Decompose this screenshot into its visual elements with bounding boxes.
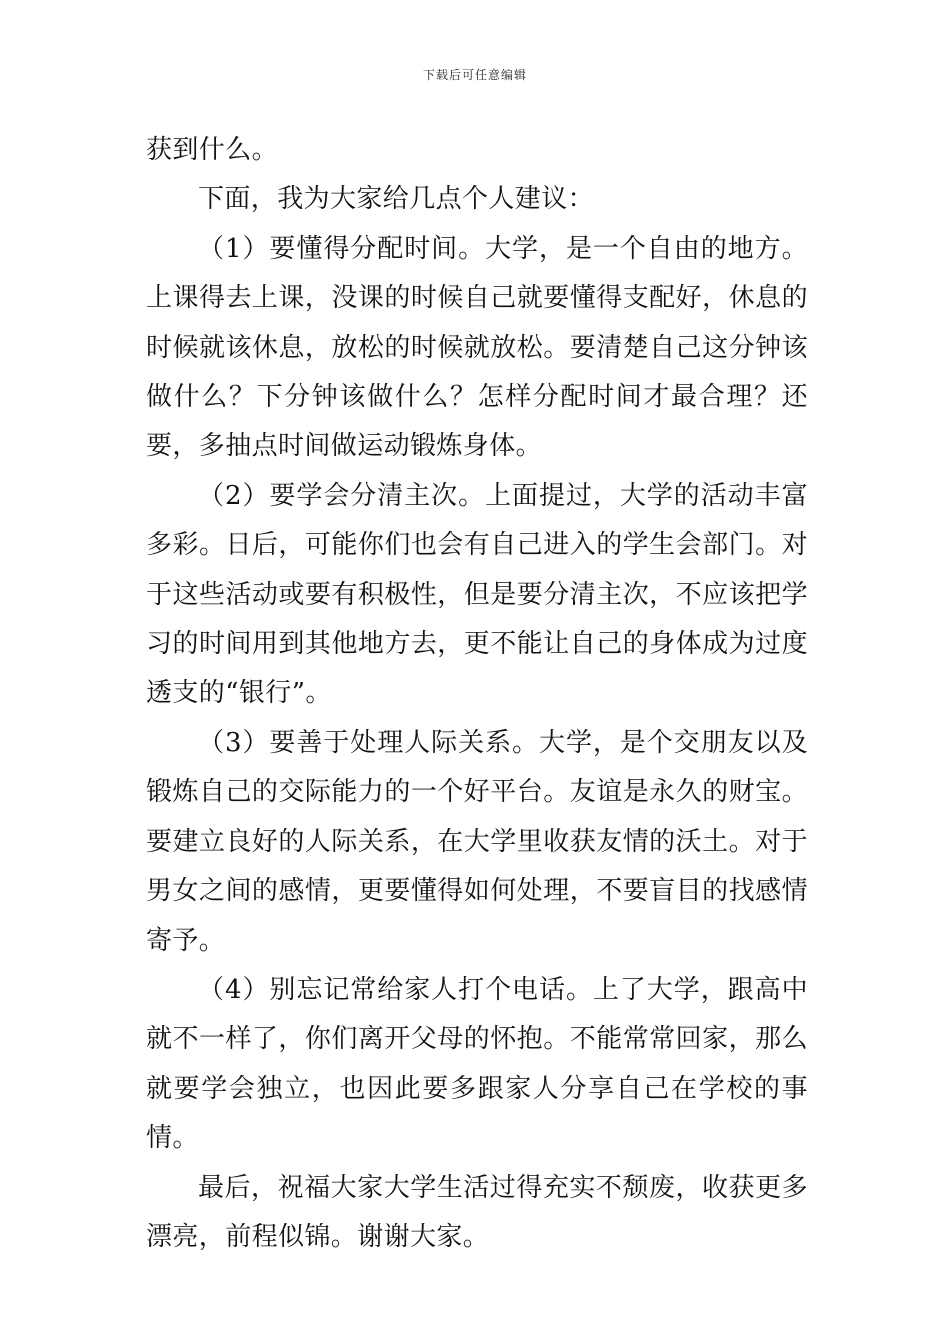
paragraph-suggestion-1: （1）要懂得分配时间。大学，是一个自由的地方。上课得去上课，没课的时候自己就要懂得支配好，休息的时候就该休息，放松的时候就放松。要清楚自己这分钟该做什么？下分钟该做什么？怎样分配时间才最合理？还要，多抽点时间做运动锻炼身体。 bbox=[146, 233, 808, 462]
document-body bbox=[146, 126, 808, 1262]
paragraph-suggestion-4: （4）别忘记常给家人打个电话。上了大学，跟高中就不一样了，你们离开父母的怀抱。不能常常回家，那么就要学会独立，也因此要多跟家人分享自己在学校的事情。 bbox=[146, 974, 808, 1154]
paragraph-suggestion-2: （2）要学会分清主次。上面提过，大学的活动丰富多彩。日后，可能你们也会有自己进入的学生会部门。对于这些活动或要有积极性，但是要分清主次，不应该把学习的时间用到其他地方去，更不能让自己的身体成为过度透支的“银行”。 bbox=[146, 480, 808, 709]
page-header: 下载后可任意编辑 bbox=[422, 68, 527, 82]
paragraph-continuation: 获到什么。 bbox=[146, 135, 279, 165]
paragraph-closing: 最后，祝福大家大学生活过得充实不颓废，收获更多漂亮，前程似锦。谢谢大家。 bbox=[146, 1172, 808, 1252]
paragraph-intro: 下面，我为大家给几点个人建议： bbox=[198, 184, 595, 215]
paragraph-suggestion-3: （3）要善于处理人际关系。大学，是个交朋友以及锻炼自己的交际能力的一个好平台。友谊是永久的财宝。要建立良好的人际关系，在大学里收获友情的沃土。对于男女之间的感情，更要懂得如何处理，不要盲目的找感情寄予。 bbox=[146, 727, 808, 956]
